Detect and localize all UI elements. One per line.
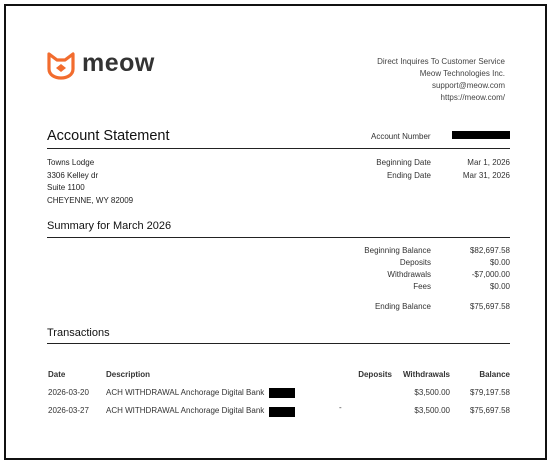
deposits-label: Deposits (399, 258, 431, 267)
beginning-balance-value: $82,697.58 (469, 246, 510, 255)
withdrawals-label: Withdrawals (387, 270, 431, 279)
row-1-date: 2026-03-20 (48, 388, 89, 397)
col-header-description: Description (106, 370, 151, 379)
address-suite: Suite 1100 (47, 183, 85, 192)
row-2-redacted (269, 407, 295, 417)
row-1-balance: $79,197.58 (469, 388, 510, 397)
summary-title: Summary for March 2026 (47, 220, 172, 232)
beginning-date-value: Mar 1, 2026 (467, 158, 510, 167)
deposits-value: $0.00 (489, 258, 510, 267)
account-number-label: Account Number (371, 132, 431, 141)
beginning-date-label: Beginning Date (376, 158, 431, 167)
fees-label: Fees (413, 282, 431, 291)
row-1-description: ACH WITHDRAWAL Anchorage Digital Bank (106, 388, 265, 397)
col-header-date: Date (48, 370, 66, 379)
row-2-balance: $75,697.58 (469, 406, 510, 415)
contact-line-2: Meow Technologies Inc. (419, 69, 505, 78)
ending-balance-label: Ending Balance (374, 302, 431, 311)
summary-divider (47, 237, 510, 238)
transactions-title: Transactions (47, 327, 110, 339)
beginning-balance-label: Beginning Balance (364, 246, 431, 255)
contact-block (377, 56, 505, 104)
row-2-withdrawals: $3,500.00 (414, 406, 450, 415)
account-number-redacted (452, 131, 510, 139)
statement-title: Account Statement (47, 128, 170, 144)
contact-line-1: Direct Inquires To Customer Service (377, 57, 505, 66)
col-header-deposits: Deposits (358, 370, 392, 379)
fees-value: $0.00 (489, 282, 510, 291)
header-divider (47, 148, 510, 149)
statement-page (4, 4, 547, 460)
row-2-description: ACH WITHDRAWAL Anchorage Digital Bank (106, 406, 265, 415)
ending-date-value: Mar 31, 2026 (462, 171, 510, 180)
contact-url: https://meow.com/ (440, 93, 505, 102)
customer-address (47, 157, 133, 207)
row-2-date: 2026-03-27 (48, 406, 89, 415)
address-name: Towns Lodge (47, 158, 95, 167)
row-1-redacted (269, 388, 295, 398)
row-2-deposits: - (339, 403, 342, 412)
col-header-balance: Balance (479, 370, 510, 379)
address-street: 3306 Kelley dr (47, 170, 99, 180)
contact-email: support@meow.com (431, 81, 505, 90)
address-city: CHEYENNE, WY 82009 (47, 195, 134, 205)
col-header-withdrawals: Withdrawals (402, 370, 450, 379)
cat-head-icon (46, 52, 76, 80)
transactions-divider (47, 343, 510, 344)
brand-name: meow (82, 49, 155, 77)
ending-balance-value: $75,697.58 (469, 302, 510, 311)
ending-date-label: Ending Date (386, 171, 431, 180)
row-1-withdrawals: $3,500.00 (414, 388, 450, 397)
withdrawals-value: -$7,000.00 (471, 270, 510, 279)
